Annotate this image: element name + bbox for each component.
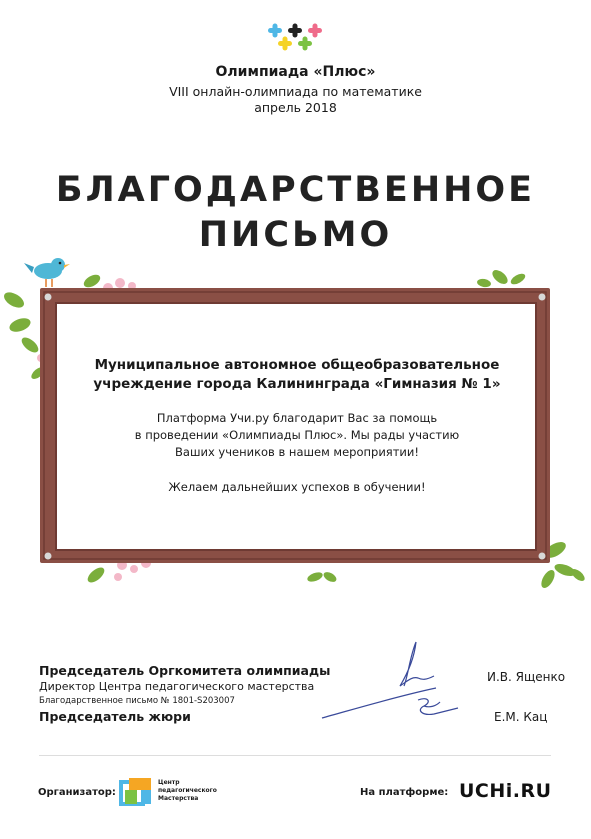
olympiad-plus-logo — [264, 20, 328, 56]
organizer-name-line3: Мастерства — [158, 795, 199, 802]
letter-title — [0, 168, 591, 258]
chairman-name: И.В. Ященко — [487, 670, 566, 684]
letter-body — [58, 304, 536, 549]
olympiad-date: апрель 2018 — [254, 100, 337, 115]
gratitude-line1: Платформа Учи.ру благодарит Вас за помощь — [156, 411, 438, 425]
gratitude-line3: Ваших учеников в нашем мероприятии! — [175, 445, 419, 459]
letter-number: Благодарственное письмо № 1801-S203007 — [39, 696, 235, 706]
jury-chairman-name: Е.М. Кац — [494, 710, 548, 724]
wish-text: Желаем дальнейших успехов в обучении! — [168, 480, 426, 494]
jury-chairman-role: Председатель жюри — [39, 709, 191, 724]
olympiad-subtitle: VIII онлайн-олимпиада по математике — [169, 84, 422, 99]
recipient-line2: учреждение города Калининграда «Гимназия № 1» — [93, 376, 501, 392]
organizer-name-line2: педагогического — [158, 787, 217, 794]
recipient-name — [58, 356, 536, 394]
recipient-line1: Муниципальное автономное общеобразовательное — [94, 357, 500, 373]
handwritten-signatures — [318, 636, 468, 728]
chairman-role: Председатель Оргкомитета олимпиады — [39, 663, 331, 678]
organizer-label: Организатор: — [38, 787, 116, 798]
director-role: Директор Центра педагогического мастерства — [39, 680, 315, 693]
organizer-name-line1: Центр — [158, 779, 180, 786]
gratitude-text — [58, 410, 536, 461]
olympiad-title: Олимпиада «Плюс» — [215, 64, 376, 80]
right-top-leaves-decoration — [476, 267, 527, 288]
bird-icon — [24, 258, 70, 287]
organizer-name — [158, 779, 228, 803]
pink-plus-icon — [308, 24, 322, 38]
green-plus-icon — [298, 37, 312, 51]
pedagogical-center-logo — [119, 776, 155, 808]
letter-title-line1: БЛАГОДАРСТВЕННОЕ — [55, 170, 536, 210]
gratitude-line2: в проведении «Олимпиады Плюс». Мы рады участию — [134, 428, 460, 442]
black-plus-icon — [288, 24, 302, 38]
blue-plus-icon — [268, 24, 282, 38]
yellow-plus-icon — [278, 37, 292, 51]
footer-divider — [39, 755, 551, 756]
platform-label: На платформе: — [360, 787, 449, 798]
letter-title-line2: ПИСЬМО — [198, 215, 393, 255]
uchi-ru-logo: UCHi.RU — [459, 780, 552, 802]
